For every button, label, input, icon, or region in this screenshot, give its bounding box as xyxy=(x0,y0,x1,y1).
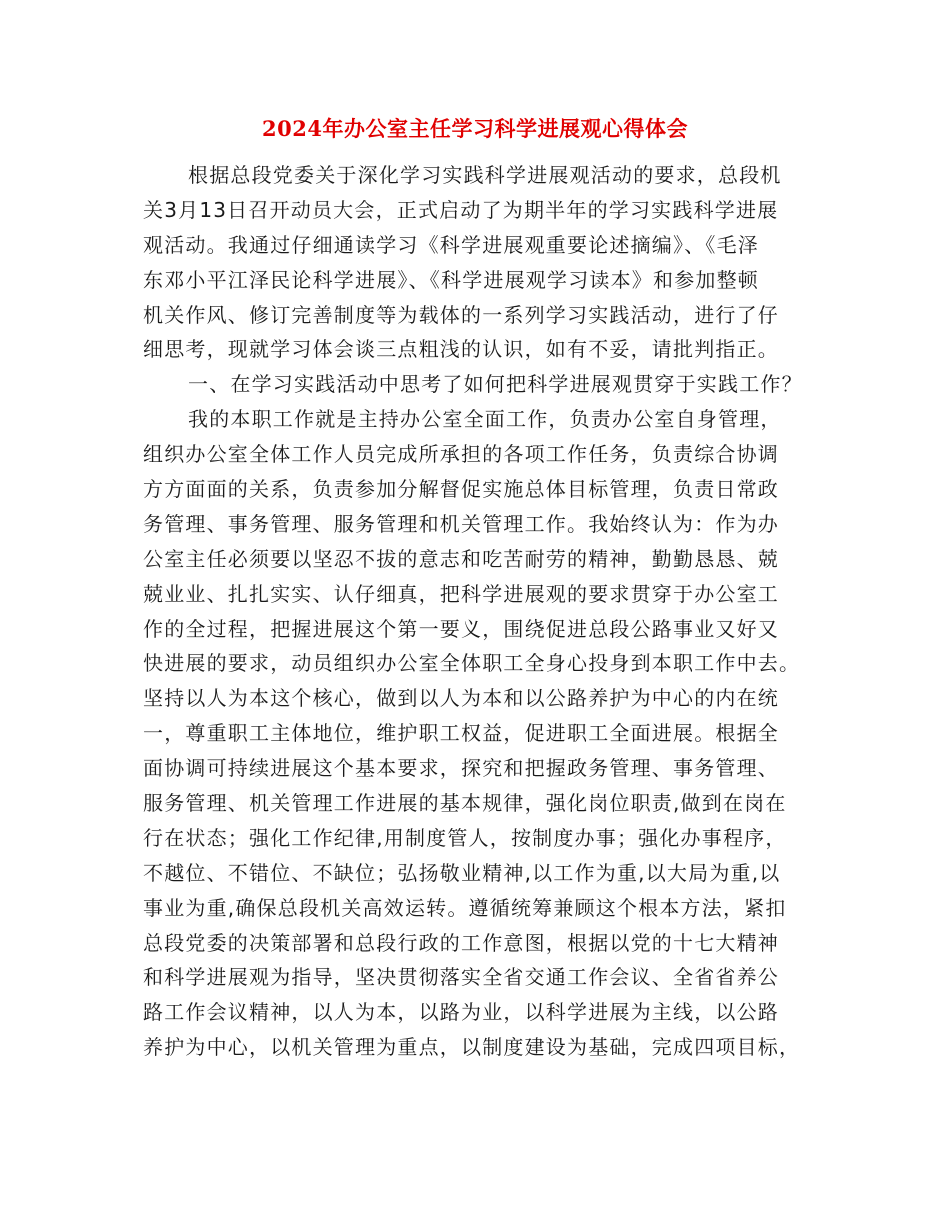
document-body xyxy=(143,158,815,1065)
text-line: 务管理、事务管理、服务管理和机关管理工作。我始终认为：作为办 xyxy=(143,511,779,536)
text-line: 总段党委的决策部署和总段行政的工作意图，根据以党的十七大精神 xyxy=(143,930,779,955)
text-line: 机关作风、修订完善制度等为载体的一系列学习实践活动，进行了仔 xyxy=(143,302,779,327)
text-line: 快进展的要求，动员组织办公室全体职工全身心投身到本职工作中去。 xyxy=(143,651,801,676)
text-line: 观活动。我通过仔细通读学习《科学进展观重要论述摘编》、《毛泽 xyxy=(143,232,759,257)
text-line: 组织办公室全体工作人员完成所承担的各项工作任务，负责综合协调 xyxy=(143,442,779,467)
text-line: 服务管理、机关管理工作进展的基本规律，强化岗位职责,做到在岗在 xyxy=(143,791,787,816)
text-line: 细思考，现就学习体会谈三点粗浅的认识，如有不妥，请批判指正。 xyxy=(143,337,779,362)
text-line: 养护为中心，以机关管理为重点，以制度建设为基础，完成四项目标， xyxy=(143,1035,801,1060)
text-line: 不越位、不错位、不缺位；弘扬敬业精神,以工作为重,以大局为重,以 xyxy=(143,860,781,885)
text-line: 和科学进展观为指导，坚决贯彻落实全省交通工作会议、全省省养公 xyxy=(143,965,779,990)
text-line: 事业为重,确保总段机关高效运转。遵循统筹兼顾这个根本方法，紧扣 xyxy=(143,895,787,920)
document-title: 2024年办公室主任学习科学进展观心得体会 xyxy=(262,116,688,141)
text-line: 根据总段党委关于深化学习实践科学进展观活动的要求，总段机 xyxy=(188,163,782,187)
text-line: 坚持以人为本这个核心，做到以人为本和以公路养护为中心的内在统 xyxy=(143,686,779,711)
text-line: 关3月13日召开动员大会，正式启动了为期半年的学习实践科学进展 xyxy=(143,197,779,222)
text-line: 一，尊重职工主体地位，维护职工权益，促进职工全面进展。根据全 xyxy=(143,721,779,746)
text-line: 面协调可持续进展这个基本要求，探究和把握政务管理、事务管理、 xyxy=(143,756,779,781)
text-line: 路工作会议精神，以人为本，以路为业，以科学进展为主线，以公路 xyxy=(143,1000,779,1025)
text-line: 方方面面的关系，负责参加分解督促实施总体目标管理，负责日常政 xyxy=(143,477,779,502)
text-line: 一、在学习实践活动中思考了如何把科学进展观贯穿于实践工作？ xyxy=(188,372,803,397)
text-line: 东邓小平江泽民论科学进展》、《科学进展观学习读本》和参加整顿 xyxy=(143,267,759,292)
text-line: 行在状态；强化工作纪律,用制度管人，按制度办事；强化办事程序， xyxy=(143,825,787,850)
text-line: 公室主任必须要以坚忍不拔的意志和吃苦耐劳的精神，勤勤恳恳、兢 xyxy=(143,546,779,571)
text-line: 我的本职工作就是主持办公室全面工作，负责办公室自身管理， xyxy=(188,407,782,432)
text-line: 兢业业、扎扎实实、认仔细真，把科学进展观的要求贯穿于办公室工 xyxy=(143,581,779,606)
text-line: 作的全过程，把握进展这个第一要义，围绕促进总段公路事业又好又 xyxy=(143,616,779,641)
